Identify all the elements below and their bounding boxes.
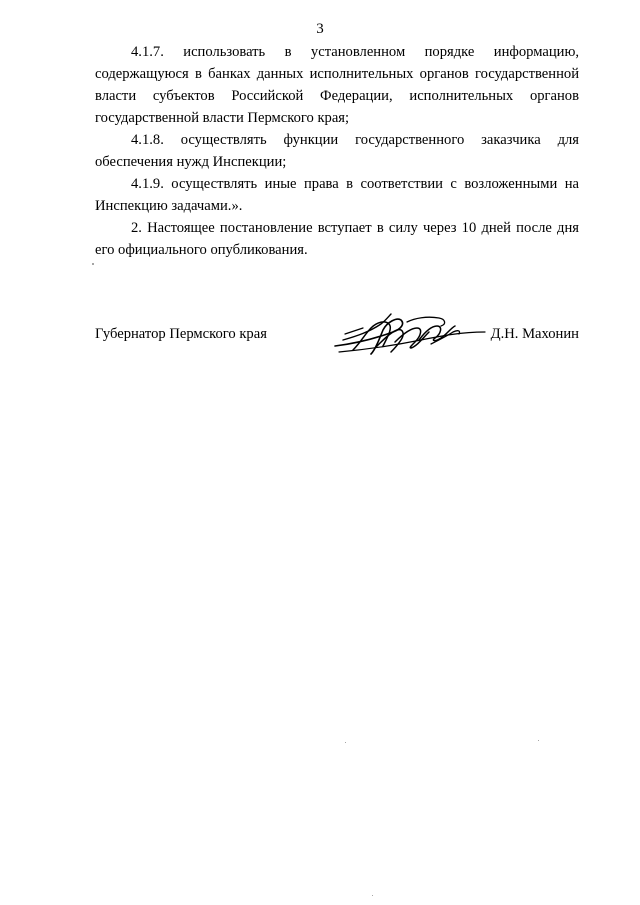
scan-speck [538, 740, 539, 741]
scan-speck [92, 263, 94, 265]
handwritten-signature [331, 310, 487, 358]
page-number: 3 [316, 21, 324, 37]
paragraph-2-effective-date: 2. Настоящее постановление вступает в силу через 10 дней после дня его официального опубликования. [95, 220, 579, 258]
document-body [95, 41, 579, 261]
signatory-position: Губернатор Пермского края [95, 326, 267, 342]
scan-speck [345, 742, 346, 743]
paragraph-4-1-9: 4.1.9. осуществлять иные права в соответствии с возложенными на Инспекцию задачами.». [95, 176, 579, 214]
signature-block [95, 318, 579, 358]
paragraph-4-1-7: 4.1.7. использовать в установленном порядке информацию, содержащуюся в банках данных исполнительных органов государственной власти субъектов Российской Федерации, исполнительных органов государственной власти Пермского края; [95, 44, 579, 126]
signatory-name: Д.Н. Махонин [490, 326, 579, 342]
scan-speck [372, 895, 373, 896]
paragraph-4-1-8: 4.1.8. осуществлять функции государственного заказчика для обеспечения нужд Инспекции; [95, 132, 579, 170]
